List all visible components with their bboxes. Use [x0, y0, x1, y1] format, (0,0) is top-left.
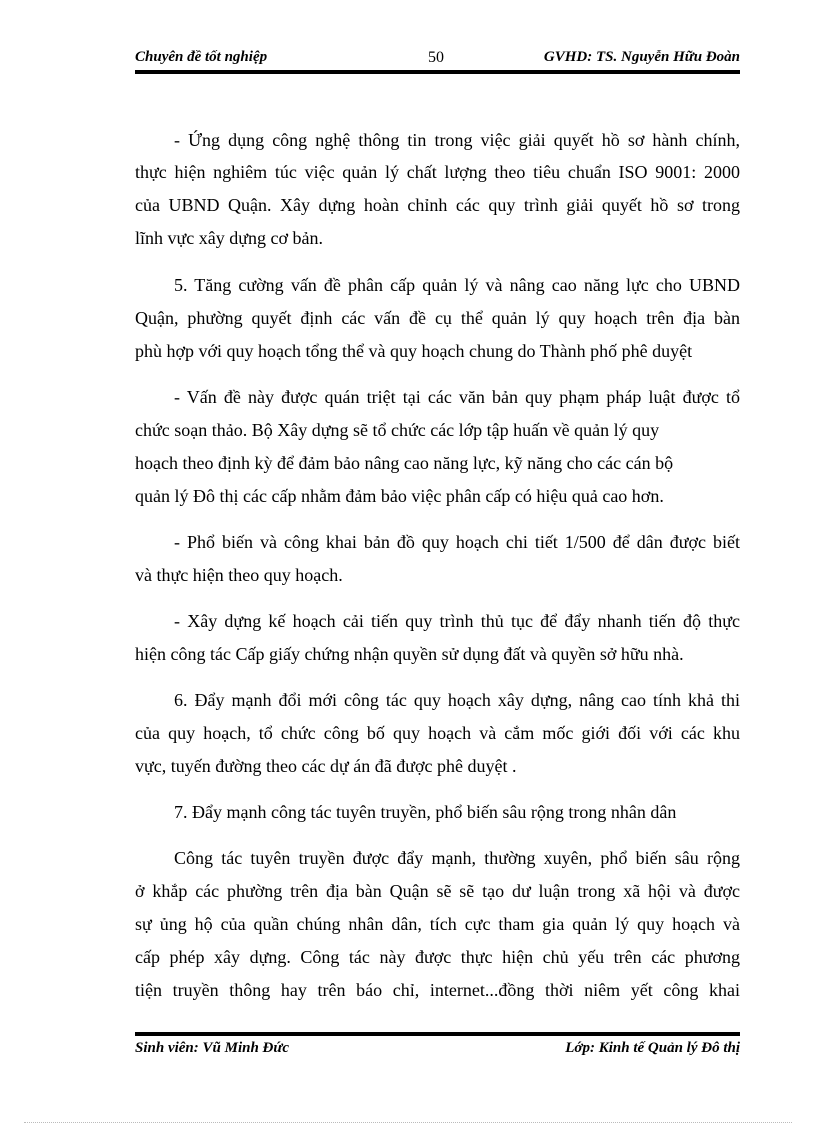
footer-class: Lớp: Kinh tế Quản lý Đô thị [565, 1040, 740, 1056]
body-line: - Vấn đề này được quán triệt tại các văn bản quy phạm pháp luật được tổ [174, 387, 740, 407]
body-line: tiện truyền thông hay trên báo chỉ, internet...đồng thời niêm yết công khai [135, 980, 740, 1000]
body-line: quản lý Đô thị các cấp nhằm đảm bảo việc phân cấp có hiệu quả cao hơn. [135, 486, 664, 506]
body-line: Quận, phường quyết định các vấn đề cụ thể quản lý quy hoạch trên địa bàn [135, 308, 740, 328]
body-line: 5. Tăng cường vấn đề phân cấp quản lý và nâng cao năng lực cho UBND [174, 275, 740, 295]
body-line: cấp phép xây dựng. Công tác này được thực hiện chủ yếu trên các phương [135, 947, 740, 967]
body-line: Công tác tuyên truyền được đẩy mạnh, thường xuyên, phổ biến sâu rộng [174, 848, 740, 868]
footer-student: Sinh viên: Vũ Minh Đức [135, 1040, 290, 1056]
body-line: phù hợp với quy hoạch tổng thể và quy hoạch chung do Thành phố phê duyệt [135, 341, 693, 361]
footer-rule [135, 1032, 740, 1036]
body-line: thực hiện nghiêm túc việc quản lý chất lượng theo tiêu chuẩn ISO 9001: 2000 [135, 162, 740, 182]
header-supervisor: GVHD: TS. Nguyễn Hữu Đoàn [543, 49, 740, 65]
header-rule [135, 70, 740, 74]
body-line: ở khắp các phường trên địa bàn Quận sẽ sẽ tạo dư luận trong xã hội và được [135, 881, 740, 901]
body-line: - Phổ biến và công khai bản đồ quy hoạch chi tiết 1/500 để dân được biết [174, 532, 740, 552]
body-line: - Xây dựng kế hoạch cải tiến quy trình thủ tục để đẩy nhanh tiến độ thực [174, 611, 740, 631]
body-line: lĩnh vực xây dựng cơ bản. [135, 228, 323, 248]
page-number: 50 [428, 49, 444, 66]
body-line: vực, tuyến đường theo các dự án đã được phê duyệt . [135, 756, 517, 776]
body-line: hiện công tác Cấp giấy chứng nhận quyền sử dụng đất và quyền sở hữu nhà. [135, 644, 684, 664]
body-line: hoạch theo định kỳ để đảm bảo nâng cao năng lực, kỹ năng cho các cán bộ [135, 453, 674, 473]
body-line: sự ủng hộ của quần chúng nhân dân, tích cực tham gia quản lý quy hoạch và [135, 914, 740, 934]
body-line: chức soạn thảo. Bộ Xây dựng sẽ tổ chức các lớp tập huấn về quản lý quy [135, 420, 660, 440]
header-document-title: Chuyên đề tốt nghiệp [135, 49, 268, 65]
body-line: của UBND Quận. Xây dựng hoàn chỉnh các quy trình giải quyết hồ sơ trong [135, 195, 740, 215]
page-header [135, 49, 740, 69]
body-line: 6. Đẩy mạnh đổi mới công tác quy hoạch xây dựng, nâng cao tính khả thi [174, 690, 740, 710]
body-line: 7. Đẩy mạnh công tác tuyên truyền, phổ biến sâu rộng trong nhân dân [174, 802, 677, 822]
body-line: của quy hoạch, tổ chức công bố quy hoạch và cắm mốc giới đối với các khu [135, 723, 740, 743]
page-footer [135, 1040, 740, 1060]
body-line: - Ứng dụng công nghệ thông tin trong việc giải quyết hồ sơ hành chính, [174, 130, 740, 150]
body-line: và thực hiện theo quy hoạch. [135, 565, 343, 585]
